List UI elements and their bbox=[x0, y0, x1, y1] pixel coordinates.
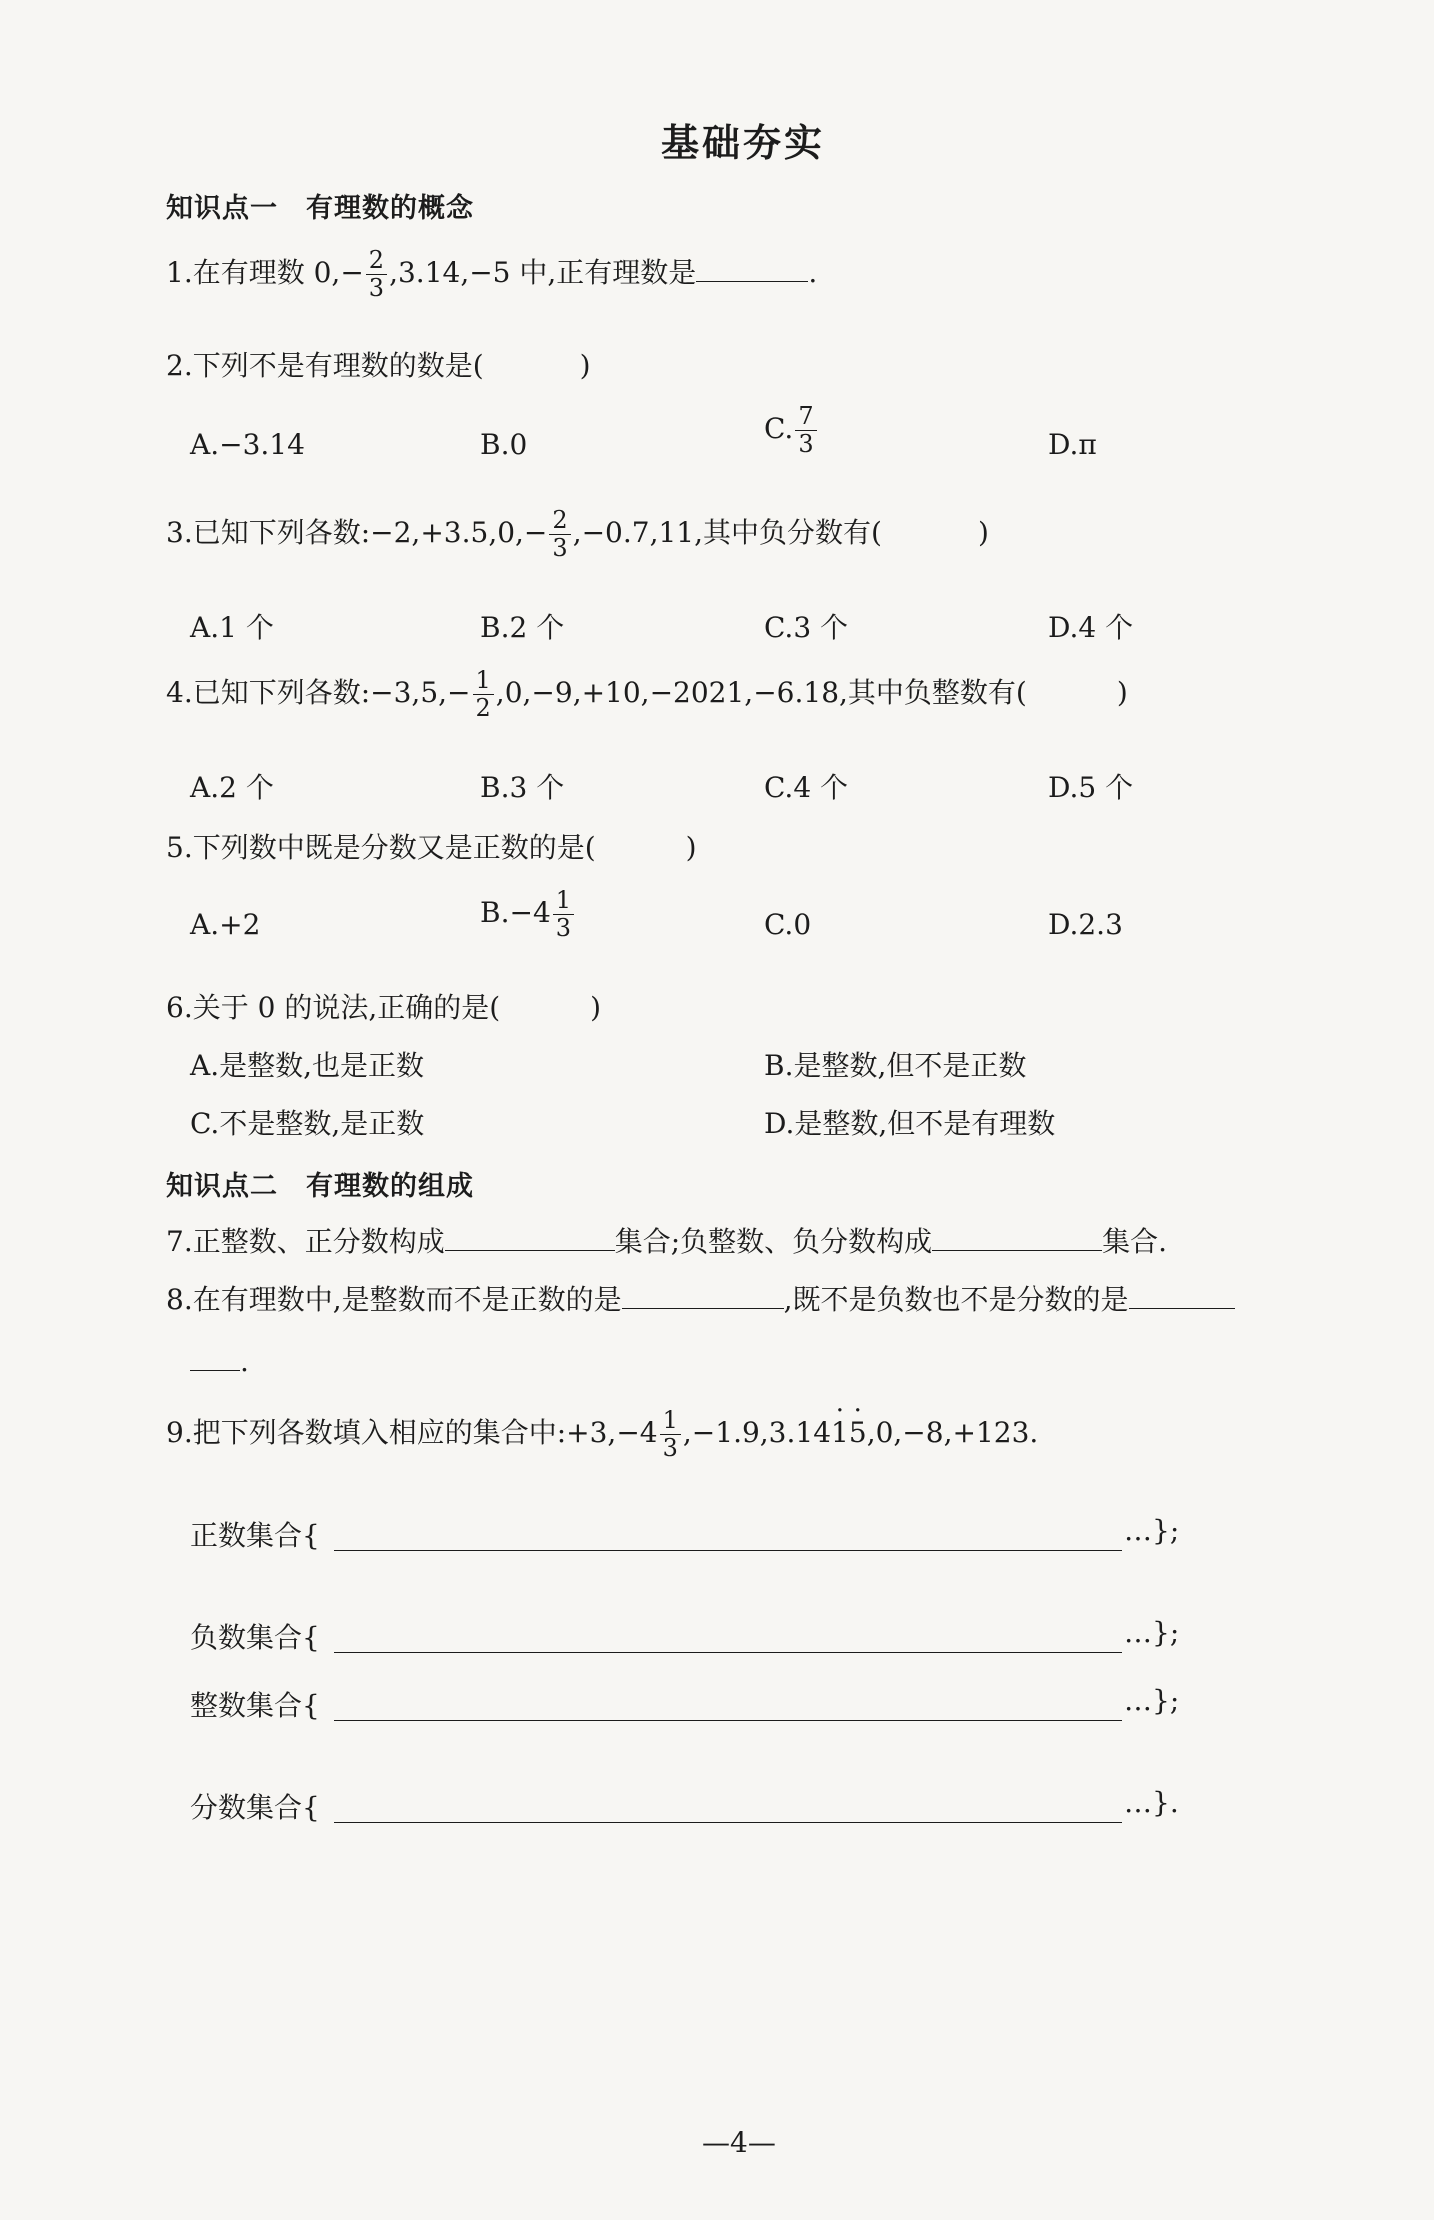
q4-fraction: $\frac{1}{2}$ bbox=[473, 668, 494, 721]
set-fraction-label: 分数集合{ bbox=[190, 1791, 320, 1824]
repeating-dot-2: · 5 bbox=[849, 1416, 867, 1449]
q1-text-pre: 1.在有理数 0,− bbox=[166, 256, 364, 290]
set-integer-end: …}; bbox=[1124, 1684, 1180, 1717]
set-negative-line[interactable] bbox=[334, 1650, 1122, 1653]
q6-option-d[interactable]: D.是整数,但不是有理数 bbox=[764, 1107, 1056, 1140]
section-heading-1: 知识点一 有理数的概念 bbox=[166, 193, 474, 224]
set-positive-label: 正数集合{ bbox=[190, 1519, 320, 1552]
q4-option-b[interactable]: B.3 个 bbox=[480, 771, 565, 804]
q7-blank-positive[interactable] bbox=[445, 1220, 615, 1251]
question-5: 5.下列数中既是分数又是正数的是( ) bbox=[166, 831, 697, 864]
page-title: 基础夯实 bbox=[661, 121, 826, 165]
q4-option-d[interactable]: D.5 个 bbox=[1048, 771, 1134, 804]
set-fraction-line[interactable] bbox=[334, 1820, 1122, 1823]
set-fraction-end: …}. bbox=[1124, 1786, 1179, 1819]
question-7: 7.正整数、正分数构成 集合;负整数、负分数构成 集合. bbox=[166, 1220, 1167, 1260]
question-2: 2.下列不是有理数的数是( ) bbox=[166, 349, 591, 382]
q1-text-mid: ,3.14,−5 中,正有理数是 bbox=[389, 256, 697, 290]
q4-option-c[interactable]: C.4 个 bbox=[764, 771, 849, 804]
set-integer-label: 整数集合{ bbox=[190, 1689, 320, 1722]
q1-text-end: . bbox=[808, 256, 818, 290]
page-number: —4— bbox=[702, 2126, 776, 2159]
set-positive-line[interactable] bbox=[334, 1548, 1122, 1551]
q8-blank-2[interactable] bbox=[1129, 1278, 1235, 1309]
set-integer-line[interactable] bbox=[334, 1718, 1122, 1721]
q2-option-d[interactable]: D.π bbox=[1048, 428, 1097, 461]
q3-option-a[interactable]: A.1 个 bbox=[190, 611, 274, 644]
q7-blank-negative[interactable] bbox=[932, 1220, 1102, 1251]
q8-blank-2-cont[interactable] bbox=[190, 1340, 240, 1371]
q5-option-a[interactable]: A.+2 bbox=[190, 908, 261, 941]
q2-text: 2.下列不是有理数的数是( bbox=[166, 349, 484, 382]
q6-option-b[interactable]: B.是整数,但不是正数 bbox=[764, 1049, 1027, 1082]
q5-option-b[interactable]: B.−4 $\frac{1}{3}$ bbox=[480, 888, 576, 941]
q3-option-d[interactable]: D.4 个 bbox=[1048, 611, 1134, 644]
q5-option-c[interactable]: C.0 bbox=[764, 908, 812, 941]
question-6: 6.关于 0 的说法,正确的是( ) bbox=[166, 991, 602, 1024]
q6-option-a[interactable]: A.是整数,也是正数 bbox=[190, 1049, 425, 1082]
q3-option-c[interactable]: C.3 个 bbox=[764, 611, 849, 644]
q1-answer-blank[interactable] bbox=[696, 251, 808, 282]
q3-option-b[interactable]: B.2 个 bbox=[480, 611, 565, 644]
set-negative-label: 负数集合{ bbox=[190, 1621, 320, 1654]
q2-option-a[interactable]: A.−3.14 bbox=[190, 428, 305, 461]
section-heading-2: 知识点二 有理数的组成 bbox=[166, 1171, 474, 1202]
q1-fraction: $\frac{2}{3}$ bbox=[366, 248, 387, 301]
set-negative-end: …}; bbox=[1124, 1616, 1180, 1649]
repeating-dot-1: · 1 bbox=[831, 1416, 849, 1449]
question-8: 8.在有理数中,是整数而不是正数的是 ,既不是负数也不是分数的是 bbox=[166, 1278, 1235, 1318]
q6-option-c[interactable]: C.不是整数,是正数 bbox=[190, 1107, 425, 1140]
q9-fraction: $\frac{1}{3}$ bbox=[660, 1408, 681, 1461]
set-positive-end: …}; bbox=[1124, 1514, 1180, 1547]
q3-fraction: $\frac{2}{3}$ bbox=[549, 508, 570, 561]
q2-option-c[interactable]: C. $\frac{7}{3}$ bbox=[764, 404, 819, 457]
q5-option-d[interactable]: D.2.3 bbox=[1048, 908, 1123, 941]
q4-option-a[interactable]: A.2 个 bbox=[190, 771, 274, 804]
question-9: 9.把下列各数填入相应的集合中:+3,−4 $\frac{1}{3}$ ,−1.9,3.14· 1· 5,0,−8,+123. bbox=[166, 1408, 1038, 1461]
q8-blank-1[interactable] bbox=[622, 1278, 784, 1309]
question-4: 4.已知下列各数:−3,5,− $\frac{1}{2}$ ,0,−9,+10,−2021,−6.18,其中负整数有( ) bbox=[166, 666, 1128, 723]
q2-option-b[interactable]: B.0 bbox=[480, 428, 528, 461]
question-3: 3.已知下列各数:−2,+3.5,0,− $\frac{2}{3}$ ,−0.7,11,其中负分数有( ) bbox=[166, 506, 989, 563]
q8-continuation: . bbox=[190, 1340, 249, 1378]
question-1 bbox=[166, 248, 817, 301]
